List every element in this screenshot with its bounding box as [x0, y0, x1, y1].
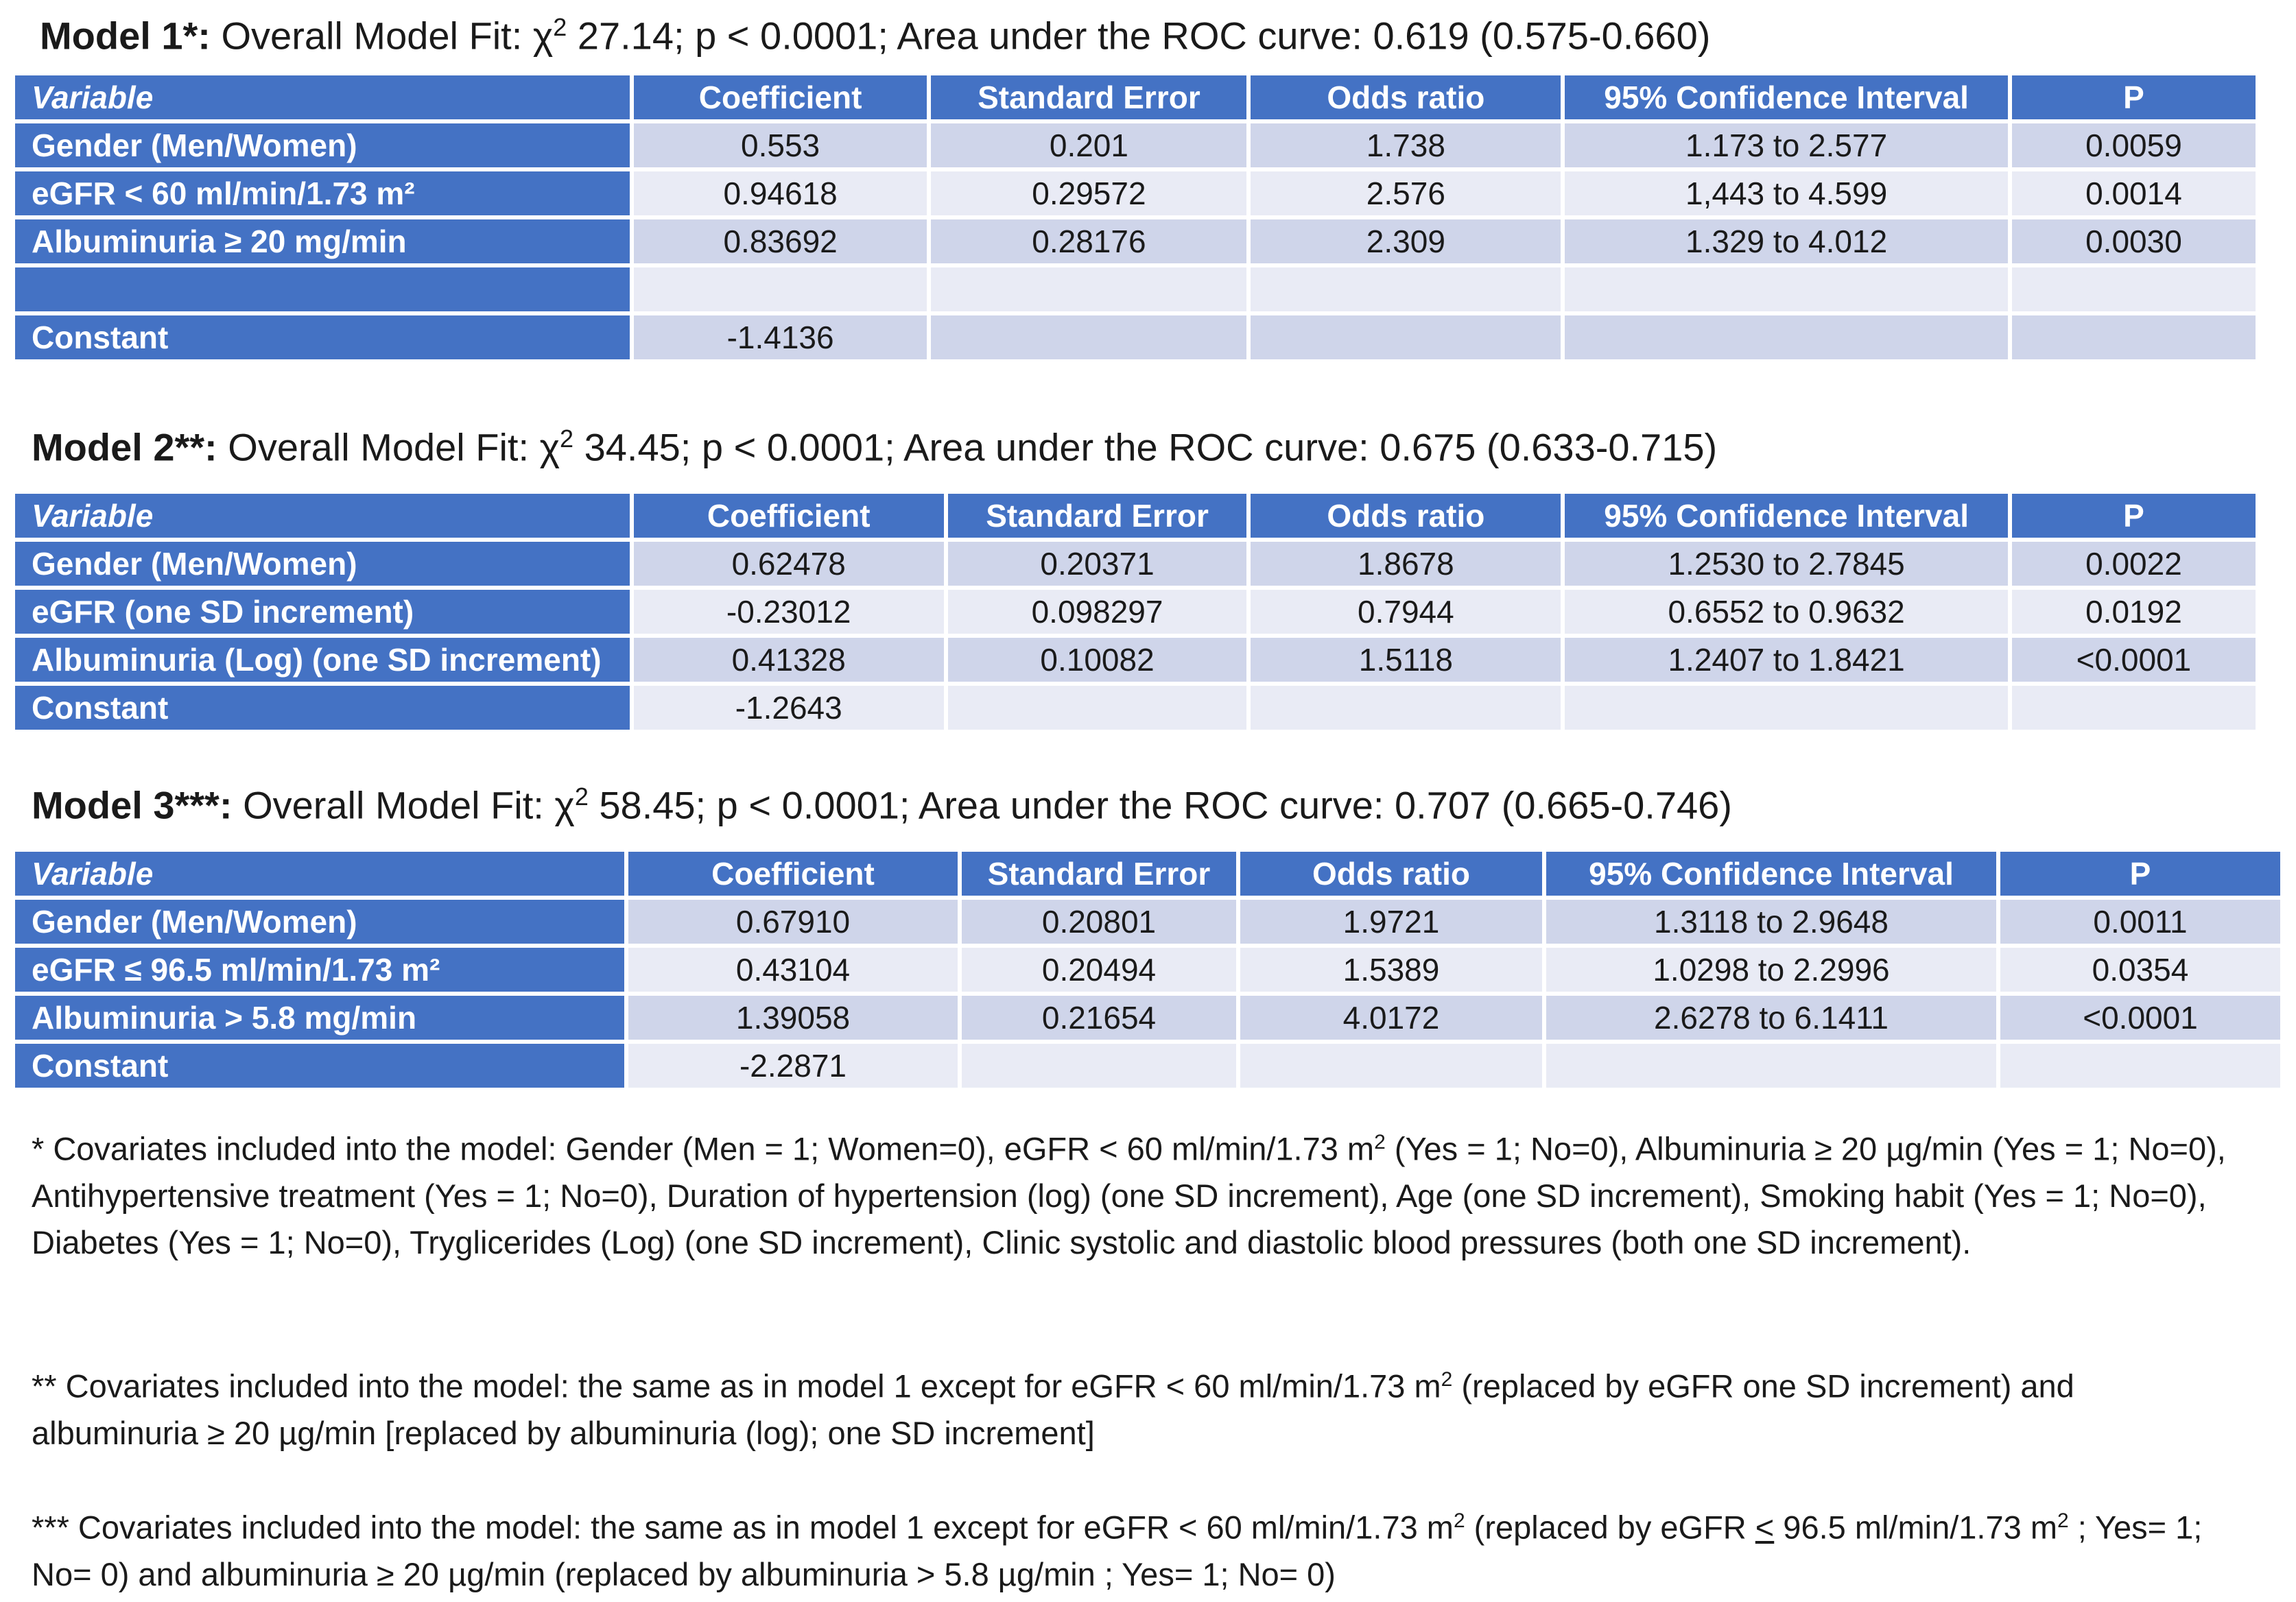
footnote-2-text-a: ** Covariates included into the model: the same as in model 1 except for eGFR < 60 ml/min/1.73 m	[32, 1367, 1441, 1404]
row-odds-ratio: 1.5389	[1240, 948, 1542, 992]
row-confidence-interval: 1.173 to 2.577	[1565, 123, 2008, 167]
row-variable: Albuminuria (Log) (one SD increment)	[15, 638, 630, 682]
row-coefficient: 0.94618	[634, 171, 927, 215]
row-standard-error: 0.28176	[931, 219, 1246, 263]
table-row	[15, 686, 2256, 730]
row-p-value	[2012, 315, 2256, 359]
row-odds-ratio: 1.9721	[1240, 900, 1542, 944]
row-confidence-interval	[1565, 267, 2008, 311]
row-p-value: <0.0001	[2012, 638, 2256, 682]
row-standard-error: 0.20801	[962, 900, 1236, 944]
table-row	[15, 315, 2256, 359]
model-1-label: Model 1*:	[40, 14, 211, 58]
table-row	[15, 123, 2256, 167]
row-variable: Constant	[15, 686, 630, 730]
row-odds-ratio	[1251, 267, 1561, 311]
row-confidence-interval: 2.6278 to 6.1411	[1546, 996, 1996, 1040]
row-standard-error	[962, 1044, 1236, 1088]
table-row	[15, 638, 2256, 682]
row-standard-error: 0.21654	[962, 996, 1236, 1040]
row-coefficient: -1.4136	[634, 315, 927, 359]
footnote-3-sup-2: 2	[2057, 1509, 2069, 1532]
row-p-value	[2012, 267, 2256, 311]
footnote-model-1	[32, 1119, 2227, 1266]
row-odds-ratio: 1.738	[1251, 123, 1561, 167]
row-confidence-interval	[1546, 1044, 1996, 1088]
row-coefficient: 0.67910	[628, 900, 958, 944]
footnote-2-text-b: (replaced by eGFR one SD increment) and albuminuria ≥ 20 µg/min [replaced by albuminuria (log); one SD increment]	[32, 1367, 2074, 1451]
model-2-fit-sup: 2	[560, 425, 574, 453]
model-3-fit-sup: 2	[574, 782, 589, 811]
row-p-value: 0.0192	[2012, 590, 2256, 634]
row-variable: Albuminuria ≥ 20 mg/min	[15, 219, 630, 263]
row-coefficient	[634, 267, 927, 311]
footnote-3-text-a: *** Covariates included into the model: the same as in model 1 except for eGFR < 60 ml/min/1.73 m	[32, 1509, 1454, 1546]
table-row	[15, 1044, 2280, 1088]
footnote-model-2	[32, 1356, 2227, 1457]
row-odds-ratio: 0.7944	[1251, 590, 1561, 634]
row-confidence-interval: 1.2407 to 1.8421	[1565, 638, 2008, 682]
row-standard-error	[948, 686, 1247, 730]
row-p-value: 0.0022	[2012, 542, 2256, 586]
row-odds-ratio: 1.5118	[1251, 638, 1561, 682]
col-header-variable: Variable	[15, 852, 624, 896]
model-3-label: Model 3***:	[32, 783, 233, 827]
row-confidence-interval: 1.329 to 4.012	[1565, 219, 2008, 263]
col-header-confidence-interval: 95% Confidence Interval	[1565, 494, 2008, 538]
footnote-1-text-b: (Yes = 1; No=0), Albuminuria ≥ 20 µg/min (Yes = 1; No=0), Antihypertensive treatment (Yes = 1; No=0), Duration of hypertension (log) (one SD increment), Age (one SD increment), Smoking habit (Yes = 1; No=0), Diabetes (Yes = 1; No=0), Tryglicerides (Log) (one SD increment), Clinic systolic and diastolic blood pressures (both one SD increment).	[32, 1130, 2226, 1260]
row-variable: eGFR ≤ 96.5 ml/min/1.73 m²	[15, 948, 624, 992]
row-standard-error: 0.20494	[962, 948, 1236, 992]
table-row	[15, 542, 2256, 586]
model-3-fit-rest: 58.45; p < 0.0001; Area under the ROC curve: 0.707 (0.665-0.746)	[588, 783, 1732, 827]
row-coefficient: 0.41328	[634, 638, 944, 682]
table-header-row	[15, 494, 2256, 538]
row-p-value: 0.0354	[2000, 948, 2280, 992]
row-coefficient: 1.39058	[628, 996, 958, 1040]
row-variable: Albuminuria > 5.8 mg/min	[15, 996, 624, 1040]
row-p-value	[2000, 1044, 2280, 1088]
col-header-odds-ratio: Odds ratio	[1251, 494, 1561, 538]
row-standard-error: 0.098297	[948, 590, 1247, 634]
col-header-p: P	[2000, 852, 2280, 896]
row-variable: eGFR (one SD increment)	[15, 590, 630, 634]
col-header-coefficient: Coefficient	[634, 75, 927, 119]
col-header-variable: Variable	[15, 75, 630, 119]
col-header-odds-ratio: Odds ratio	[1240, 852, 1542, 896]
table-header-row	[15, 75, 2256, 119]
footnote-3-text-c: 96.5 ml/min/1.73 m	[1774, 1509, 2057, 1546]
row-p-value: <0.0001	[2000, 996, 2280, 1040]
table-row	[15, 171, 2256, 215]
row-variable: eGFR < 60 ml/min/1.73 m²	[15, 171, 630, 215]
row-variable: Constant	[15, 1044, 624, 1088]
model-3-table	[11, 848, 2284, 1092]
row-confidence-interval: 1,443 to 4.599	[1565, 171, 2008, 215]
row-coefficient: 0.553	[634, 123, 927, 167]
footnote-1-text-a: * Covariates included into the model: Gender (Men = 1; Women=0), eGFR < 60 ml/min/1.73 m	[32, 1130, 1375, 1167]
row-variable: Gender (Men/Women)	[15, 123, 630, 167]
col-header-confidence-interval: 95% Confidence Interval	[1565, 75, 2008, 119]
row-odds-ratio	[1251, 315, 1561, 359]
col-header-standard-error: Standard Error	[931, 75, 1246, 119]
row-odds-ratio	[1240, 1044, 1542, 1088]
row-odds-ratio	[1251, 686, 1561, 730]
row-confidence-interval: 1.2530 to 2.7845	[1565, 542, 2008, 586]
row-confidence-interval	[1565, 686, 2008, 730]
model-2-table	[11, 490, 2260, 734]
model-3-title	[32, 782, 1732, 827]
row-confidence-interval	[1565, 315, 2008, 359]
col-header-variable: Variable	[15, 494, 630, 538]
row-p-value: 0.0014	[2012, 171, 2256, 215]
row-p-value	[2012, 686, 2256, 730]
table-header-row	[15, 852, 2280, 896]
row-confidence-interval: 0.6552 to 0.9632	[1565, 590, 2008, 634]
col-header-p: P	[2012, 75, 2256, 119]
row-standard-error	[931, 267, 1246, 311]
row-standard-error: 0.29572	[931, 171, 1246, 215]
row-odds-ratio: 4.0172	[1240, 996, 1542, 1040]
table-row	[15, 996, 2280, 1040]
row-p-value: 0.0011	[2000, 900, 2280, 944]
row-coefficient: -1.2643	[634, 686, 944, 730]
row-standard-error	[931, 315, 1246, 359]
table-row	[15, 900, 2280, 944]
row-standard-error: 0.20371	[948, 542, 1247, 586]
row-odds-ratio: 2.309	[1251, 219, 1561, 263]
row-coefficient: -2.2871	[628, 1044, 958, 1088]
footnote-3-le-symbol: <	[1755, 1509, 1775, 1546]
table-row	[15, 948, 2280, 992]
model-2-label: Model 2**:	[32, 425, 217, 469]
row-odds-ratio: 2.576	[1251, 171, 1561, 215]
row-p-value: 0.0030	[2012, 219, 2256, 263]
row-coefficient: 0.83692	[634, 219, 927, 263]
footnote-2-sup: 2	[1441, 1368, 1453, 1391]
row-variable: Gender (Men/Women)	[15, 900, 624, 944]
model-1-fit-sup: 2	[553, 13, 567, 41]
model-2-fit-rest: 34.45; p < 0.0001; Area under the ROC curve: 0.675 (0.633-0.715)	[573, 425, 1718, 469]
row-standard-error: 0.10082	[948, 638, 1247, 682]
model-1-fit-prefix: Overall Model Fit: χ	[221, 14, 554, 58]
row-p-value: 0.0059	[2012, 123, 2256, 167]
row-coefficient: 0.62478	[634, 542, 944, 586]
row-variable	[15, 267, 630, 311]
row-coefficient: 0.43104	[628, 948, 958, 992]
footnote-model-3	[32, 1498, 2227, 1598]
footnote-1-sup: 2	[1374, 1131, 1386, 1153]
col-header-coefficient: Coefficient	[634, 494, 944, 538]
model-3-fit-prefix: Overall Model Fit: χ	[243, 783, 575, 827]
model-2-title	[32, 427, 1717, 467]
model-1-table	[11, 71, 2260, 363]
col-header-odds-ratio: Odds ratio	[1251, 75, 1561, 119]
row-standard-error: 0.201	[931, 123, 1246, 167]
table-row	[15, 219, 2256, 263]
footnote-3-text-b: (replaced by eGFR	[1465, 1509, 1755, 1546]
model-1-title	[40, 15, 1710, 56]
row-confidence-interval: 1.0298 to 2.2996	[1546, 948, 1996, 992]
col-header-standard-error: Standard Error	[962, 852, 1236, 896]
model-1-fit-rest: 27.14; p < 0.0001; Area under the ROC curve: 0.619 (0.575-0.660)	[567, 14, 1711, 58]
footnote-3-sup: 2	[1453, 1509, 1465, 1532]
col-header-p: P	[2012, 494, 2256, 538]
footnote-3-text-d: ; Yes= 1; No= 0) and albuminuria ≥ 20 µg/min (replaced by albuminuria > 5.8 µg/min ; Yes= 1; No= 0)	[32, 1509, 2203, 1592]
table-row	[15, 267, 2256, 311]
col-header-confidence-interval: 95% Confidence Interval	[1546, 852, 1996, 896]
model-2-fit-prefix: Overall Model Fit: χ	[228, 425, 560, 469]
col-header-coefficient: Coefficient	[628, 852, 958, 896]
row-variable: Gender (Men/Women)	[15, 542, 630, 586]
row-variable: Constant	[15, 315, 630, 359]
row-odds-ratio: 1.8678	[1251, 542, 1561, 586]
table-row	[15, 590, 2256, 634]
row-confidence-interval: 1.3118 to 2.9648	[1546, 900, 1996, 944]
row-coefficient: -0.23012	[634, 590, 944, 634]
col-header-standard-error: Standard Error	[948, 494, 1247, 538]
